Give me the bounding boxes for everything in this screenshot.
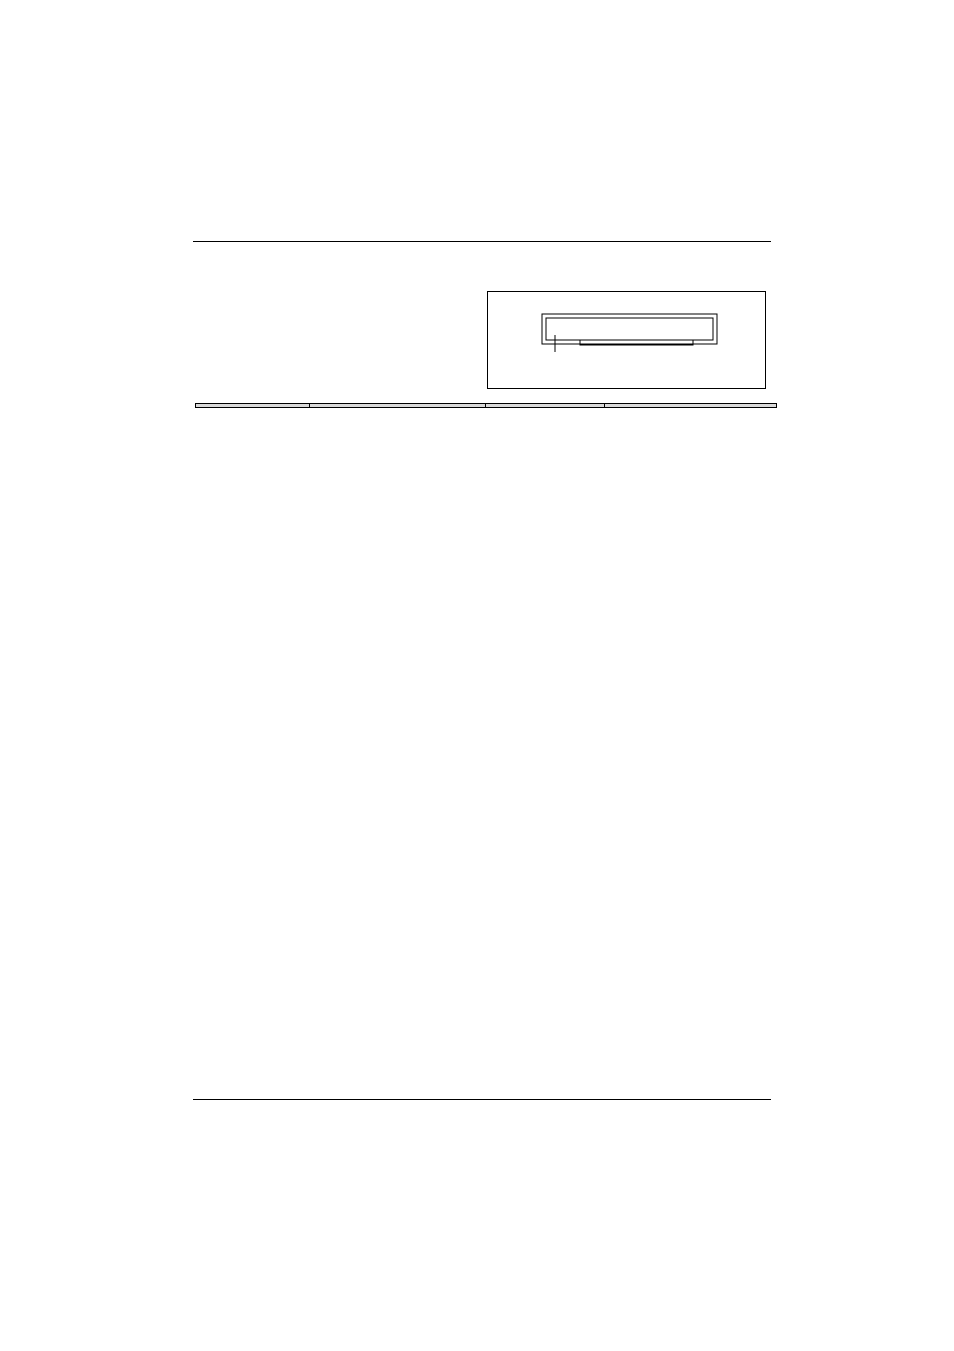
header-rule [193, 241, 771, 242]
header-signal-right [605, 404, 777, 408]
connector-inner-outline [546, 318, 713, 340]
floppy-connector-diagram [488, 292, 765, 388]
table-header-row [196, 404, 777, 408]
pin-assignment-table [195, 403, 777, 408]
header-signal-left [310, 404, 486, 408]
footer-rule [193, 1099, 771, 1100]
header-pin-left [196, 404, 310, 408]
header-pin-right [486, 404, 605, 408]
connector-figure [487, 291, 766, 389]
